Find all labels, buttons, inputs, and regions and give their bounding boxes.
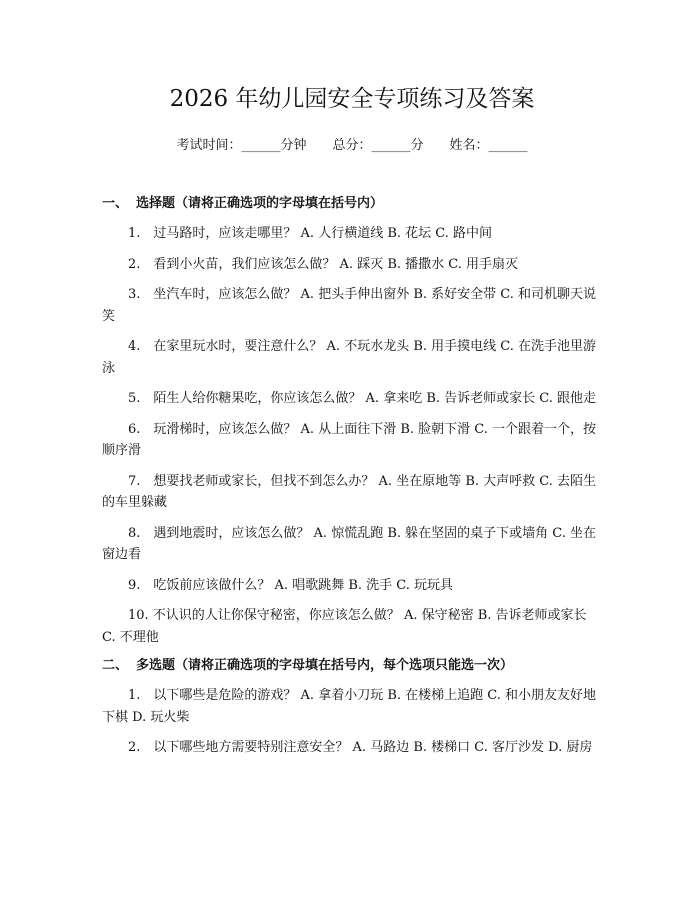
student-name-field: 姓名：______ <box>449 138 528 153</box>
question-item: 9. 吃饭前应该做什么？ A. 唱歌跳舞 B. 洗手 C. 玩玩具 <box>128 577 454 593</box>
section-number: 一、 <box>102 196 129 211</box>
question-item: 10. 不认识的人让你保守秘密，你应该怎么做？ A. 保守秘密 B. 告诉老师或家长 C. 不理他 <box>102 608 587 645</box>
exam-meta-line <box>102 136 602 156</box>
question-item: 6. 玩滑梯时，应该怎么做？ A. 从上面往下滑 B. 脸朝下滑 C. 一个跟着一个，按顺序滑 <box>102 421 597 458</box>
question-item: 1. 过马路时，应该走哪里？ A. 人行横道线 B. 花坛 C. 路中间 <box>128 226 493 241</box>
question-item: 8. 遇到地震时，应该怎么做？ A. 惊慌乱跑 B. 躲在坚固的桌子下或墙角 C. 坐在窗边看 <box>102 525 597 562</box>
section-heading-multiple-choice <box>102 656 602 676</box>
question-item: 7. 想要找老师或家长，但找不到怎么办？ A. 坐在原地等 B. 大声呼救 C. 去陌生的车里躲藏 <box>102 473 597 510</box>
total-score-field: 总分：______分 <box>332 138 424 153</box>
question-item: 3. 坐汽车时，应该怎么做？ A. 把头手伸出窗外 B. 系好安全带 C. 和司机聊天说笑 <box>102 287 597 324</box>
section-number: 二、 <box>102 658 129 673</box>
section-title: 选择题（请将正确选项的字母填在括号内） <box>136 196 384 211</box>
question-item: 1. 以下哪些是危险的游戏？ A. 拿着小刀玩 B. 在楼梯上追跑 C. 和小朋友友好地下棋 D. 玩火柴 <box>102 688 597 725</box>
exam-time-field: 考试时间：______分钟 <box>176 138 307 153</box>
question-item: 4. 在家里玩水时，要注意什么？ A. 不玩水龙头 B. 用手摸电线 C. 在洗手池里游泳 <box>102 339 597 376</box>
section-title: 多选题（请将正确选项的字母填在括号内，每个选项只能选一次） <box>136 658 514 673</box>
question-item: 5. 陌生人给你糖果吃，你应该怎么做？ A. 拿来吃 B. 告诉老师或家长 C. 跟他走 <box>128 391 597 406</box>
question-item: 2. 以下哪些地方需要特别注意安全？ A. 马路边 B. 楼梯口 C. 客厅沙发 D. 厨房 <box>128 740 593 755</box>
section-heading-single-choice <box>102 194 602 214</box>
question-item: 2. 看到小火苗，我们应该怎么做？ A. 踩灭 B. 播撒水 C. 用手扇灭 <box>128 256 519 272</box>
document-title: 2026 年幼儿园安全专项练习及答案 <box>169 86 535 112</box>
